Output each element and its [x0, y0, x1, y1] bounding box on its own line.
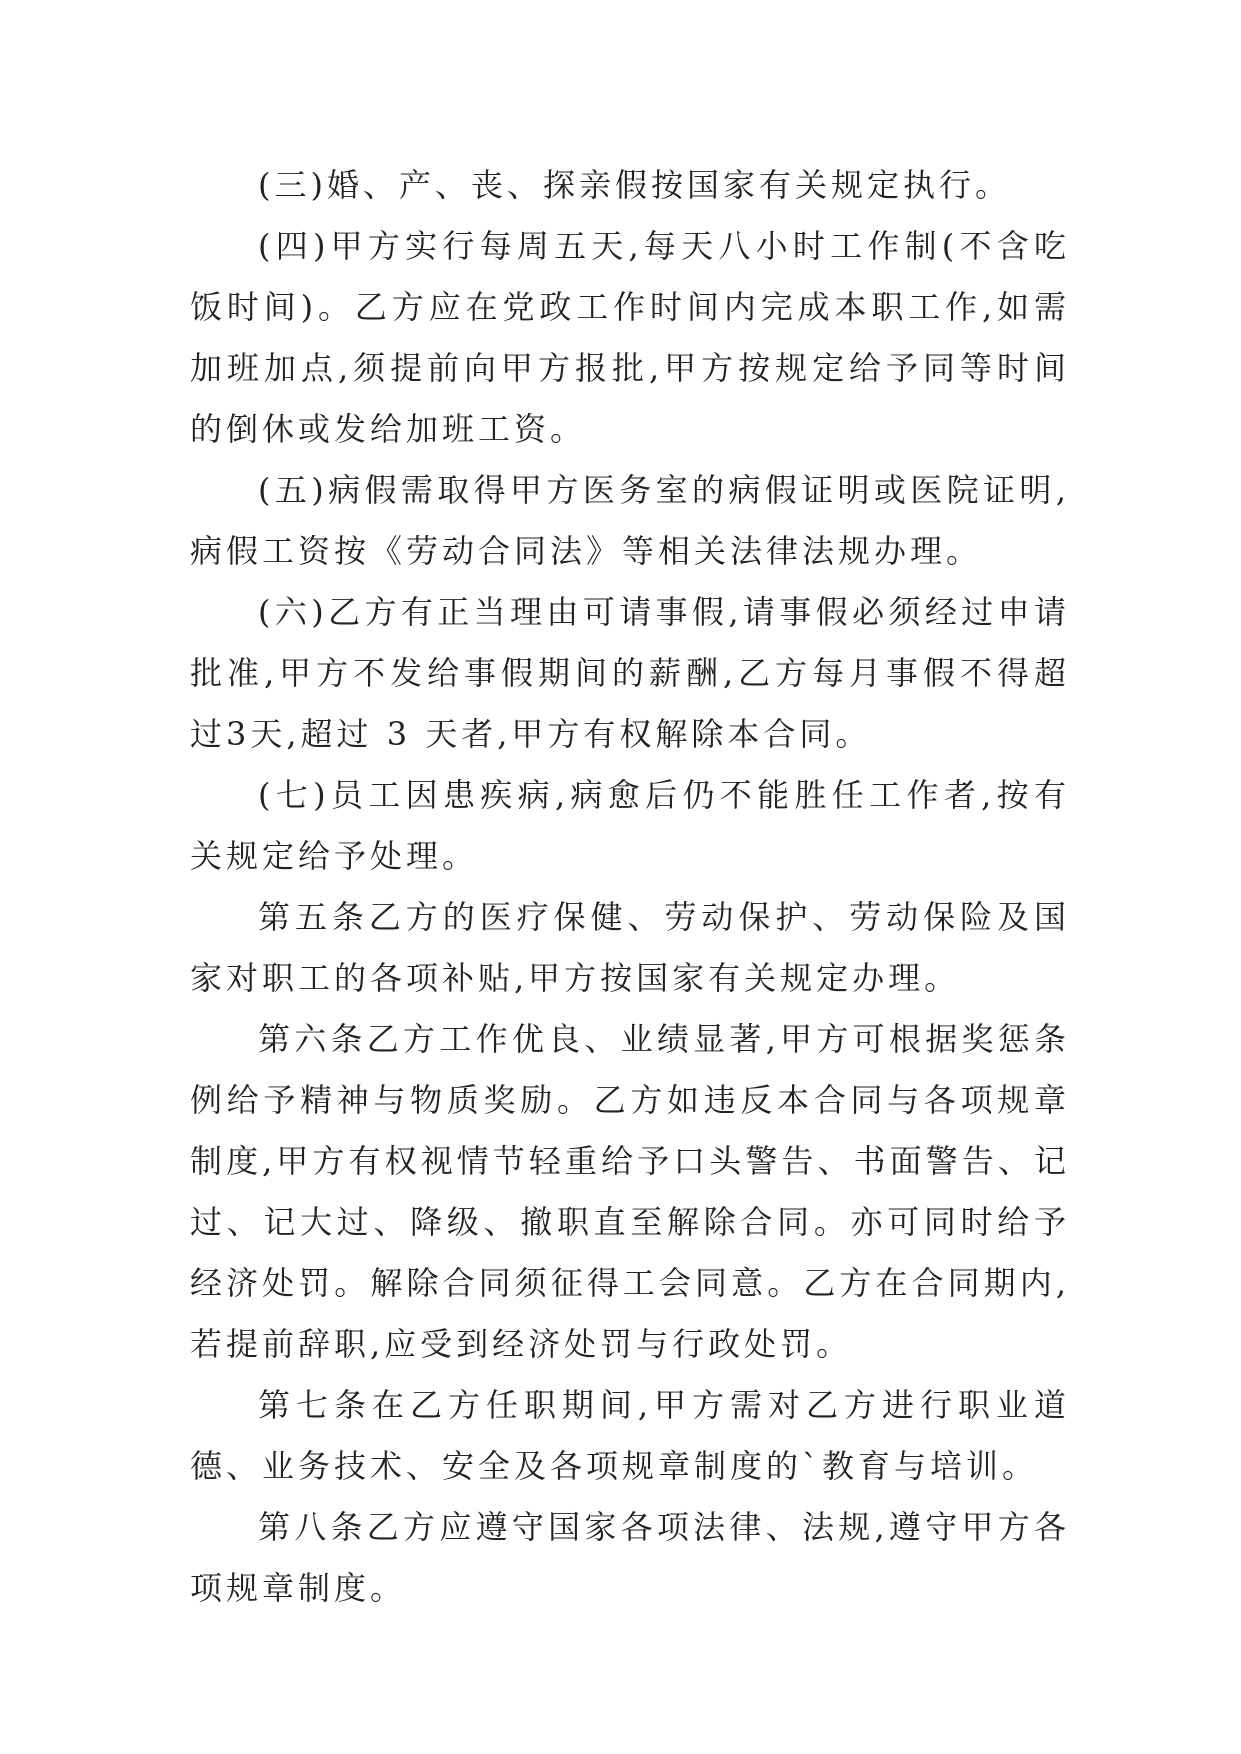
- paragraph-article-8: 第八条乙方应遵守国家各项法律、法规,遵守甲方各项规章制度。: [190, 1508, 1070, 1607]
- paragraph-personal-leave: (六)乙方有正当理由可请事假,请事假必须经过申请批准,甲方不发给事假期间的薪酬,乙方每月事假不得超过3天,超过 3 天者,甲方有权解除本合同。: [190, 593, 1070, 753]
- paragraph-working-hours: (四)甲方实行每周五天,每天八小时工作制(不含吃饭时间)。乙方应在党政工作时间内完成本职工作,如需加班加点,须提前向甲方报批,甲方按规定给予同等时间的倒休或发给加班工资。: [190, 227, 1070, 448]
- paragraph-article-7: 第七条在乙方任职期间,甲方需对乙方进行职业道德、业务技术、安全及各项规章制度的`教育与培训。: [190, 1386, 1070, 1485]
- document-body: [190, 155, 1070, 1619]
- paragraph-sick-leave: (五)病假需取得甲方医务室的病假证明或医院证明,病假工资按《劳动合同法》等相关法律法规办理。: [190, 471, 1070, 570]
- paragraph-article-6: 第六条乙方工作优良、业绩显著,甲方可根据奖惩条例给予精神与物质奖励。乙方如违反本合同与各项规章制度,甲方有权视情节轻重给予口头警告、书面警告、记过、记大过、降级、撤职直至解除合同。亦可同时给予经济处罚。解除合同须征得工会同意。乙方在合同期内,若提前辞职,应受到经济处罚与行政处罚。: [190, 1020, 1070, 1363]
- paragraph-illness: (七)员工因患疾病,病愈后仍不能胜任工作者,按有关规定给予处理。: [190, 776, 1070, 875]
- paragraph-article-5: 第五条乙方的医疗保健、劳动保护、劳动保险及国家对职工的各项补贴,甲方按国家有关规定办理。: [190, 898, 1070, 997]
- paragraph-leave-marriage: (三)婚、产、丧、探亲假按国家有关规定执行。: [258, 166, 1011, 204]
